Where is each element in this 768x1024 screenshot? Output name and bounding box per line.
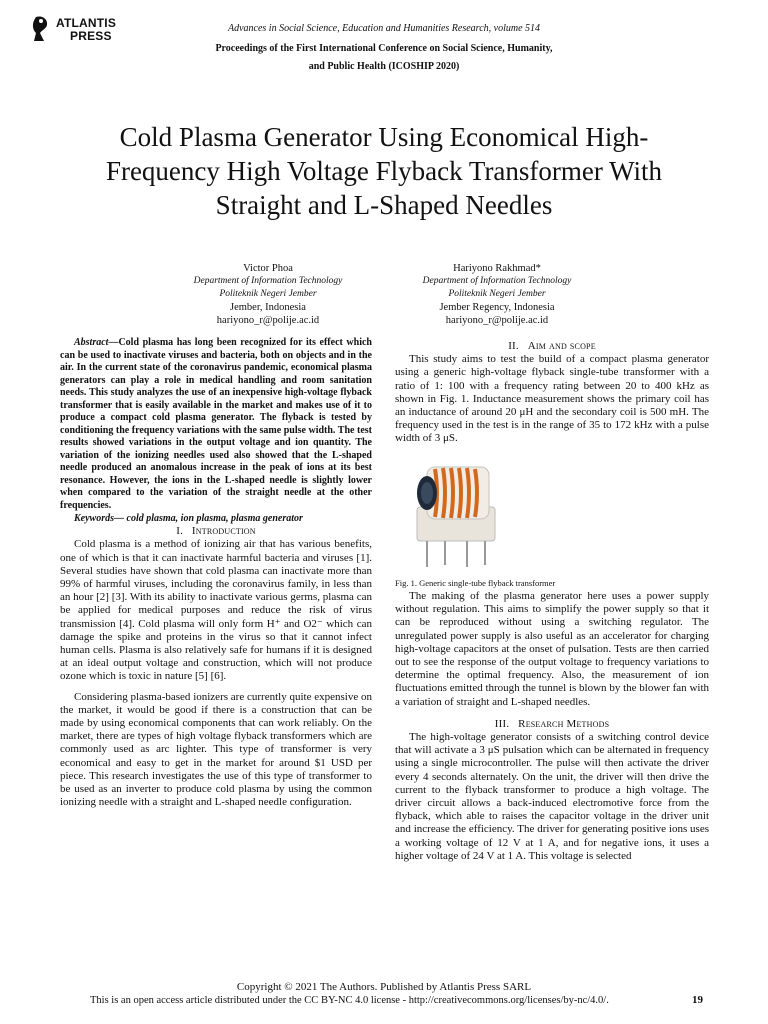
figure-caption: Fig. 1. Generic single-tube flyback transformer xyxy=(395,577,556,588)
logo-text-line1: ATLANTIS xyxy=(56,16,117,30)
title-line2: Frequency High Voltage Flyback Transformer With xyxy=(105,156,663,186)
proceedings-line2: and Public Health (ICOSHIP 2020) xyxy=(308,61,460,72)
aim-paragraph-1: This study aims to test the build of a compact plasma generator using a generic high-voltage flyback single-tube transformer with a ratio of 1: 100 with a frequency rating between 20 to 400 kHz as shown in Fig. 1. Inductance measurement shows the primary coil has an inductance of around 20 μH and the secondary coil is 500 mH. The frequency used in the test is in the range of 35 to 172 kHz with a pulse width of 3 μS. xyxy=(395,353,709,445)
author-department: Department of Information Technology xyxy=(422,276,572,286)
author-name: Hariyono Rakhmad* xyxy=(453,263,541,274)
author-location: Jember Regency, Indonesia xyxy=(439,302,555,313)
logo-text-line2: PRESS xyxy=(70,29,112,43)
left-column xyxy=(60,337,372,809)
atlantis-logo-icon xyxy=(30,15,52,43)
license-notice[interactable]: This is an open access article distributed under the CC BY-NC 4.0 license - http://creativecommons.org/licenses/by-nc/4.0/. xyxy=(90,995,609,1006)
title-line1: Cold Plasma Generator Using Economical High- xyxy=(119,122,649,152)
proceedings-line1: Proceedings of the First International Conference on Social Science, Humanity, xyxy=(215,43,553,54)
author-email[interactable]: hariyono_r@polije.ac.id xyxy=(216,315,320,326)
abstract-text: —Cold plasma has long been recognized for its effect which can be used to inactivate viruses and bacteria, both on objects and in the air. In the current state of the coronavirus pandemic, economical plasma generators can play a role in medical handling and room sanitation needs. This study analyzes the use of an inexpensive high-voltage flyback transformer that is easily available in the market and makes use of it to produce a compact cold plasma generator. The flyback is tested by conditioning the frequency variations with the same pulse width. The test results showed variations in the output voltage and ion quantity. The variation of the ionizing needles used also showed that the L-shaped needle produced an anomalous increase in the peak of ions at its best resonance. However, the ions in the L-shaped needle is slightly lower when compared to the variation of the straight needle at the other frequencies. xyxy=(60,337,372,511)
methods-paragraph-1: The high-voltage generator consists of a switching control device that will activate a 3 μS pulsation which can be alternated in frequency using a single microcontroller. The pulse will then activate the driver every 4 seconds alternately. On the unit, the driver will then drive the current to the flyback transformer to produce a high voltage. The driver circuit allows a back-induced electromotive force from the flyback, which able to raises the capacitor voltage in the driver unit and increase the efficiency. The driver for generating positive ions uses a working voltage of 12 V at 1 A, and for negative ions, it uses a higher voltage of 24 V at 1 A. This voltage is selected xyxy=(395,731,709,862)
publisher-logo xyxy=(30,15,120,45)
flyback-transformer-figure xyxy=(403,455,503,573)
author-institution: Politeknik Negeri Jember xyxy=(448,289,546,299)
paper-title xyxy=(50,120,718,222)
author-name: Victor Phoa xyxy=(243,263,293,274)
section-heading-introduction: I. Introduction xyxy=(176,525,256,538)
journal-name: Advances in Social Science, Education and Humanities Research, volume 514 xyxy=(227,23,541,34)
abstract-label: Abstract xyxy=(74,337,109,348)
title-line3: Straight and L-Shaped Needles xyxy=(215,190,553,220)
author-block-1 xyxy=(143,262,393,327)
right-column xyxy=(395,340,709,863)
aim-paragraph-2: The making of the plasma generator here uses a power supply without regulation. This aims to simplify the power supply so that it can be reproduced without using a switching regulator. The unregulated power supply is also useful as an accelerator for charging high-voltage capacitors at the onset of pulsation. Tests are then carried out to see the response of the output voltage to frequency variations to determine the optimal frequency. Also, the measurement of ion fluctuations emitted through the tunnel is blown by the blower fan with a variation of straight and L-shaped needles. xyxy=(395,590,709,708)
section-heading-aim: II. Aim and scope xyxy=(508,340,596,352)
abstract xyxy=(60,337,372,512)
section-heading-methods: III. Research Methods xyxy=(494,717,610,730)
proceedings-title xyxy=(150,40,618,76)
copyright-notice: Copyright © 2021 The Authors. Published by Atlantis Press SARL xyxy=(236,981,532,993)
author-department: Department of Information Technology xyxy=(193,276,343,286)
intro-paragraph-1: Cold plasma is a method of ionizing air that has various benefits, one of which is that it can inactivate harmful bacteria and viruses [1]. Several studies have shown that cold plasma can inactivate more than 99% of harmful viruses, including the coronavirus family, in less than an hour [2] [3]. With its ability to inactivate various germs, plasma can be applied for medical purposes and reduce the risk of virus transmission [4]. Cold plasma will only form H⁺ and O2⁻ which can damage the spike and proteins in the virus so that it cannot infect human cells. Plasma is also relatively safe for humans if it is designed at an ideal output voltage and construction, which will not produce ozone which is toxic in nature [5] [6]. xyxy=(60,538,372,683)
author-institution: Politeknik Negeri Jember xyxy=(219,289,317,299)
keywords: Keywords— cold plasma, ion plasma, plasma generator xyxy=(74,513,303,524)
intro-paragraph-2: Considering plasma-based ionizers are currently quite expensive on the market, it would be good if there is a construction that can be made by using economical components that can work reliably. On the market, there are types of high voltage flyback transformers which are commonly used as arc lighter. This type of transformer is very economical and easy to get in the market for around $1 USD per piece. This research investigates the use of this type of transformer to be used as an inverter to produce cold plasma by using the common ionizing needle with a straight and L-shaped needle configuration. xyxy=(60,690,372,809)
author-email[interactable]: hariyono_r@polije.ac.id xyxy=(445,315,549,326)
author-block-2 xyxy=(372,262,622,327)
author-location: Jember, Indonesia xyxy=(230,302,306,313)
page-number: 19 xyxy=(692,994,703,1006)
